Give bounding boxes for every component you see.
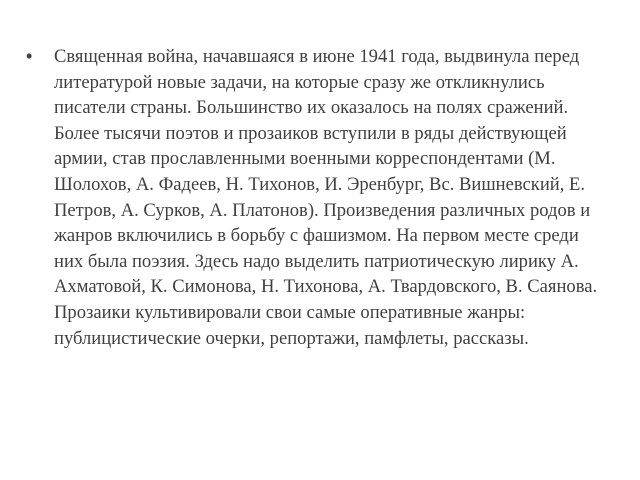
bullet-marker: •	[26, 46, 33, 66]
bullet-item	[26, 44, 606, 351]
bullet-list	[26, 44, 606, 351]
bullet-text: Священная война, начавшаяся в июне 1941 года, выдвинула перед литературой новые задачи, на которые сразу же откликнулись писатели страны. Большинство их оказалось на полях сражений. Более тысячи поэтов и прозаиков вступили в ряды действующей армии, став прославленными военными корреспондентами (М. Шолохов, А. Фадеев, Н. Тихонов, И. Эренбург, Вс. Вишневский, Е. Петров, А. Сурков, А. Платонов). Произведения различных родов и жанров включились в борьбу с фашизмом. На первом месте среди них была поэзия. Здесь надо выделить патриотическую лирику А. Ахматовой, К. Симонова, Н. Тихонова, А. Твардовского, В. Саянова. Прозаики культивировали свои самые оперативные жанры: публицистические очерки, репортажи, памфлеты, рассказы.	[54, 46, 598, 349]
